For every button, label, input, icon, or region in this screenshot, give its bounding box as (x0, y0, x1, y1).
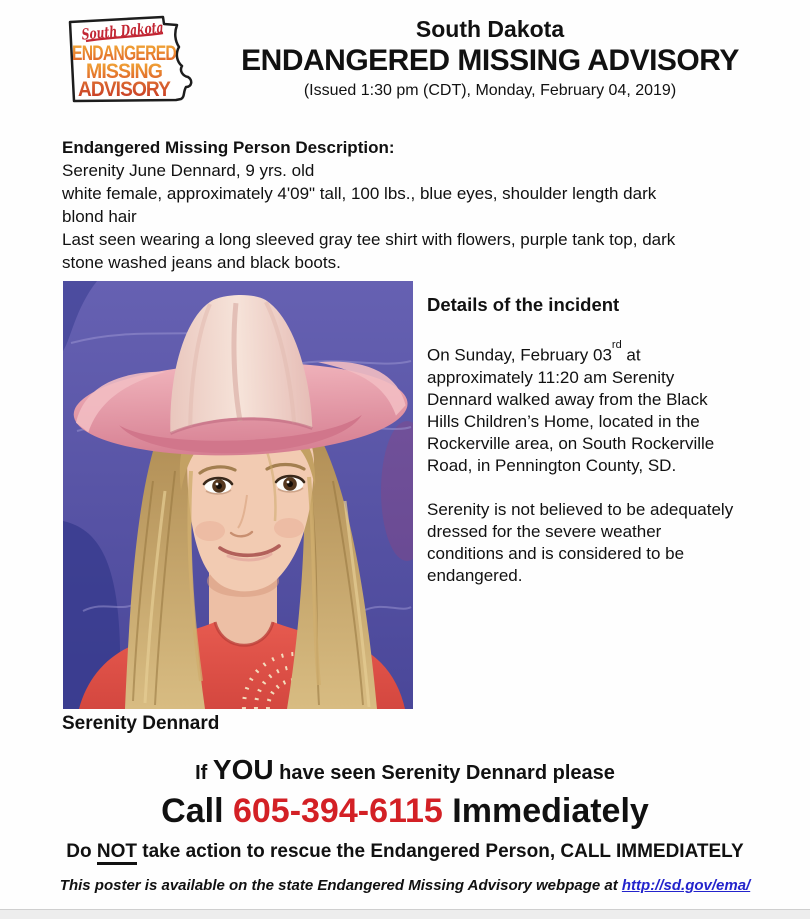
cta-text: Call (161, 792, 233, 830)
description-line: Last seen wearing a long sleeved gray tee shirt with flowers, purple tank top, dark (62, 230, 676, 249)
cta-text: Immediately (442, 792, 649, 830)
phone-number: 605-394-6115 (232, 792, 443, 830)
person-description-section (62, 136, 782, 274)
incident-line: Dennard walked away from the Black (427, 389, 708, 409)
description-line: blond hair (62, 207, 137, 226)
incident-line: dressed for the severe weather (427, 521, 662, 541)
cta-you-emphasis: YOU (212, 754, 274, 785)
cta-text: have seen Serenity Dennard please (273, 762, 615, 784)
incident-line: Road, in Pennington County, SD. (427, 455, 677, 475)
header-state-name: South Dakota (415, 16, 565, 42)
south-dakota-ema-logo (60, 10, 202, 112)
incident-line: Hills Children’s Home, located in the (427, 411, 700, 431)
incident-paragraph-1 (427, 340, 787, 477)
webpage-note-text: This poster is available on the state Endangered Missing Advisory webpage at (59, 877, 622, 894)
ordinal-superscript: rd (611, 339, 622, 351)
incident-details-section (427, 294, 787, 587)
issued-timestamp: (Issued 1:30 pm (CDT), Monday, February 04, 2019) (303, 82, 677, 99)
logo-script-text: South Dakota (80, 15, 197, 44)
incident-heading: Details of the incident (427, 294, 620, 315)
incident-line: Rockerville area, on South Rockerville (427, 433, 715, 453)
scan-edge-divider (0, 909, 810, 919)
warning-text: Do (66, 841, 97, 862)
incident-paragraph-2 (427, 499, 787, 587)
photo-caption: Serenity Dennard (62, 713, 220, 734)
incident-line: conditions and is considered to be (427, 543, 685, 563)
page-title: ENDANGERED MISSING ADVISORY (241, 44, 739, 77)
warning-line (0, 841, 810, 863)
ema-webpage-link[interactable]: http://sd.gov/ema/ (621, 877, 751, 894)
cta-text: If (195, 762, 213, 784)
logo-word-missing: MISSING (86, 60, 163, 83)
description-line: white female, approximately 4'09" tall, 100 lbs., blue eyes, shoulder length dark (62, 184, 657, 203)
state-outline-logo-icon (60, 10, 202, 112)
call-to-action (0, 754, 810, 833)
logo-word-endangered: ENDANGERED (72, 42, 177, 65)
incident-text: at (621, 345, 641, 365)
header (195, 16, 785, 101)
description-heading: Endangered Missing Person Description: (62, 138, 395, 157)
cta-line-1 (0, 754, 810, 789)
webpage-note (0, 877, 810, 894)
incident-line: approximately 11:20 am Serenity (427, 367, 675, 387)
portrait-girl-pink-cowboy-hat (63, 281, 413, 709)
incident-line (427, 340, 787, 367)
warning-text: take action to rescue the Endangered Person, CALL IMMEDIATELY (136, 841, 744, 862)
cta-line-2 (0, 789, 810, 833)
incident-line: endangered. (427, 565, 523, 585)
description-line: Serenity June Dennard, 9 yrs. old (62, 161, 315, 180)
incident-text: On Sunday, February 03 (427, 345, 612, 365)
logo-word-advisory: ADVISORY (78, 78, 171, 101)
missing-person-photo (63, 281, 413, 709)
description-line: stone washed jeans and black boots. (62, 253, 341, 272)
warning-not-emphasis: NOT (97, 841, 137, 865)
incident-line: Serenity is not believed to be adequately (427, 499, 734, 519)
